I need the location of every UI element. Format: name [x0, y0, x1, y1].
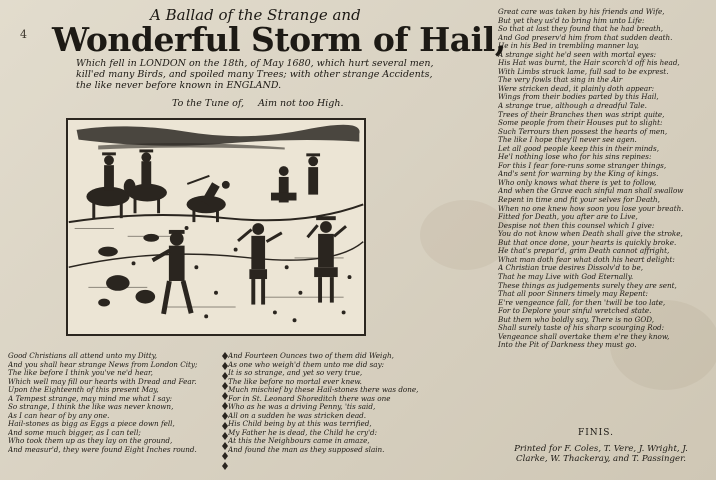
verse-line: He that's prepar'd, grim Death cannot affright, [498, 246, 670, 256]
verse-line: Hail-stones as bigg as Eggs a piece down fell, [8, 419, 175, 429]
verse-line: That he may Live with God Eternally. [498, 271, 634, 281]
verse-line: And found the man as they supposed slain. [228, 445, 385, 455]
verse-line: With Limbs struck lame, full sad to be exprest. [498, 66, 669, 76]
tune-label: To the Tune of, [172, 98, 245, 109]
verse-line: And some much bigger, as I can tell; [8, 427, 141, 437]
verse-line: All on a sudden he was stricken dead. [228, 410, 367, 420]
verse-line: The like before no mortal ever knew. [228, 376, 362, 386]
margin-mark: 4 [20, 28, 27, 41]
verse-line: It is so strange, and yet so very true, [228, 368, 363, 378]
verse-line: But them who boldly say, There is no GOD, [498, 314, 655, 324]
verse-line: He'l nothing lose who for his sins repines: [498, 152, 652, 162]
verse-line: Which well may fill our hearts with Dread and Fear. [8, 376, 197, 386]
verse-line: Vengeance shall overtake them e're they know, [498, 331, 670, 341]
verse-line: That all poor Sinners timely may Repent: [498, 289, 648, 299]
verse-line: Who took them up as they lay on the ground, [8, 436, 173, 446]
verse-line: A strange sight he'd seen with mortal eyes: [498, 49, 657, 59]
verse-line: For this I fear fore-runs some stranger things, [498, 160, 667, 170]
verse-line: The very fowls that sing in the Air [498, 75, 623, 85]
verse-line: Good Christians all attend unto my Ditty, [8, 352, 158, 360]
tune-name: Aim not too High. [258, 98, 344, 109]
verse-line: Fitted for Death, you after are to Live, [498, 212, 638, 222]
verse-line: You do not know when Death shall give the stroke, [498, 229, 683, 239]
verse-line: These things as judgements surely they are sent, [498, 280, 677, 290]
verse-line: Despise not then this counsel which I give: [498, 220, 655, 230]
tune-line [172, 98, 357, 109]
verse-line: Much mischief by these Hail-stones there was done, [228, 385, 419, 395]
verse-line: And's sent for warning by the King of kings. [498, 169, 659, 179]
verse-line: And when the Grave each sinful man shall swallow [498, 186, 684, 196]
verse-line: Shall surely taste of his sharp scourging Rod: [498, 323, 665, 333]
ballad-right-column [498, 8, 698, 350]
verse-line: At this the Neighbours came in amaze, [228, 436, 370, 446]
verse-line: Let all good people keep this in their minds, [498, 143, 659, 153]
verse-line: He in his Bed in trembling manner lay, [498, 41, 639, 51]
verse-line: E're vengeance fall, for then 'twill be too late, [498, 297, 666, 307]
verse-line: The like before I think you've ne'd hear, [8, 368, 153, 378]
verse-line: For to Deplore your sinful wretched state. [498, 306, 652, 316]
finis-mark: FINIS. [578, 428, 614, 438]
title-line-2: Wonderful Storm of Hail, [52, 20, 506, 59]
verse-line: Wings from their bodies parted by this Hail, [498, 92, 659, 102]
verse-line: And God preserv'd him from that sudden death. [498, 32, 673, 42]
title-line-1: A Ballad of the Strange and [150, 6, 361, 24]
verse-line: Such Terrours then possest the hearts of men, [498, 126, 668, 136]
verse-line: As one who weigh'd them unto me did say: [228, 359, 385, 369]
verse-line: But yet they us'd to bring him unto Life: [498, 15, 645, 25]
verse-line: Great care was taken by his friends and Wife, [498, 8, 665, 16]
verse-line: His Hat was burnt, the Hair scorch'd off his head, [498, 58, 680, 68]
verse-line: And Fourteen Ounces two of them did Weigh, [228, 352, 394, 360]
verse-line: When no one knew how soon you lose your breath. [498, 203, 684, 213]
verse-line: Who only knows what there is yet to follow, [498, 177, 657, 187]
verse-line: What man doth fear what doth his heart delight: [498, 254, 675, 264]
verse-line: A Tempest strange, may mind me what I say: [8, 393, 173, 403]
verse-line: Into the Pit of Darkness they must go. [498, 340, 637, 350]
verse-line: And you shall hear strange News from London City; [8, 359, 198, 369]
verse-line: For in St. Leonard Shoreditch there was one [228, 393, 391, 403]
verse-line: Were stricken dead, it plainly doth appear: [498, 83, 655, 93]
verse-line: So strange, I think the like was never known, [8, 402, 174, 412]
verse-line: But that once done, your hearts is quickly broke. [498, 237, 677, 247]
verse-line: Repent in time and fit your selves for Death, [498, 195, 660, 205]
verse-line: A strange true, although a dreadful Tale. [498, 101, 647, 111]
ballad-left-column [8, 352, 226, 455]
verse-line: So that at last they found that he had breath, [498, 24, 663, 34]
verse-line: His Child being by at this was terrified, [228, 419, 372, 429]
verse-line: Trees of their Branches then was stript quite, [498, 109, 665, 119]
verse-line: Some people from their Houses put to slight: [498, 118, 663, 128]
printer-imprint: Printed for F. Coles, T. Vere, J. Wright, J. Clarke, W. Thackeray, and T. Passinger. [514, 444, 688, 464]
verse-line: A Christian true desires Dissolv'd to be, [498, 263, 644, 273]
woodcut-illustration [66, 118, 366, 336]
verse-line: Who as he was a driving Penny, 'tis said, [228, 402, 376, 412]
verse-line: And measur'd, they were found Eight Inches round. [8, 445, 197, 455]
verse-line: Upon the Eighteenth of this present May, [8, 385, 159, 395]
verse-line: My Father he is dead, the Child he cry'd: [228, 427, 378, 437]
verse-line: The like I hope they'll never see agen. [498, 135, 637, 145]
paper-stain [420, 200, 510, 270]
verse-line: As I can hear of by any one. [8, 410, 110, 420]
subtitle: Which fell in LONDON on the 18th, of May 1680, which hurt several men, kill'ed many Birds, and spoiled many Trees; with other strange Accidents, the like never before known in ENGLAND. [76, 58, 434, 91]
woodcut-scene [68, 120, 364, 334]
ballad-middle-column [228, 352, 434, 455]
